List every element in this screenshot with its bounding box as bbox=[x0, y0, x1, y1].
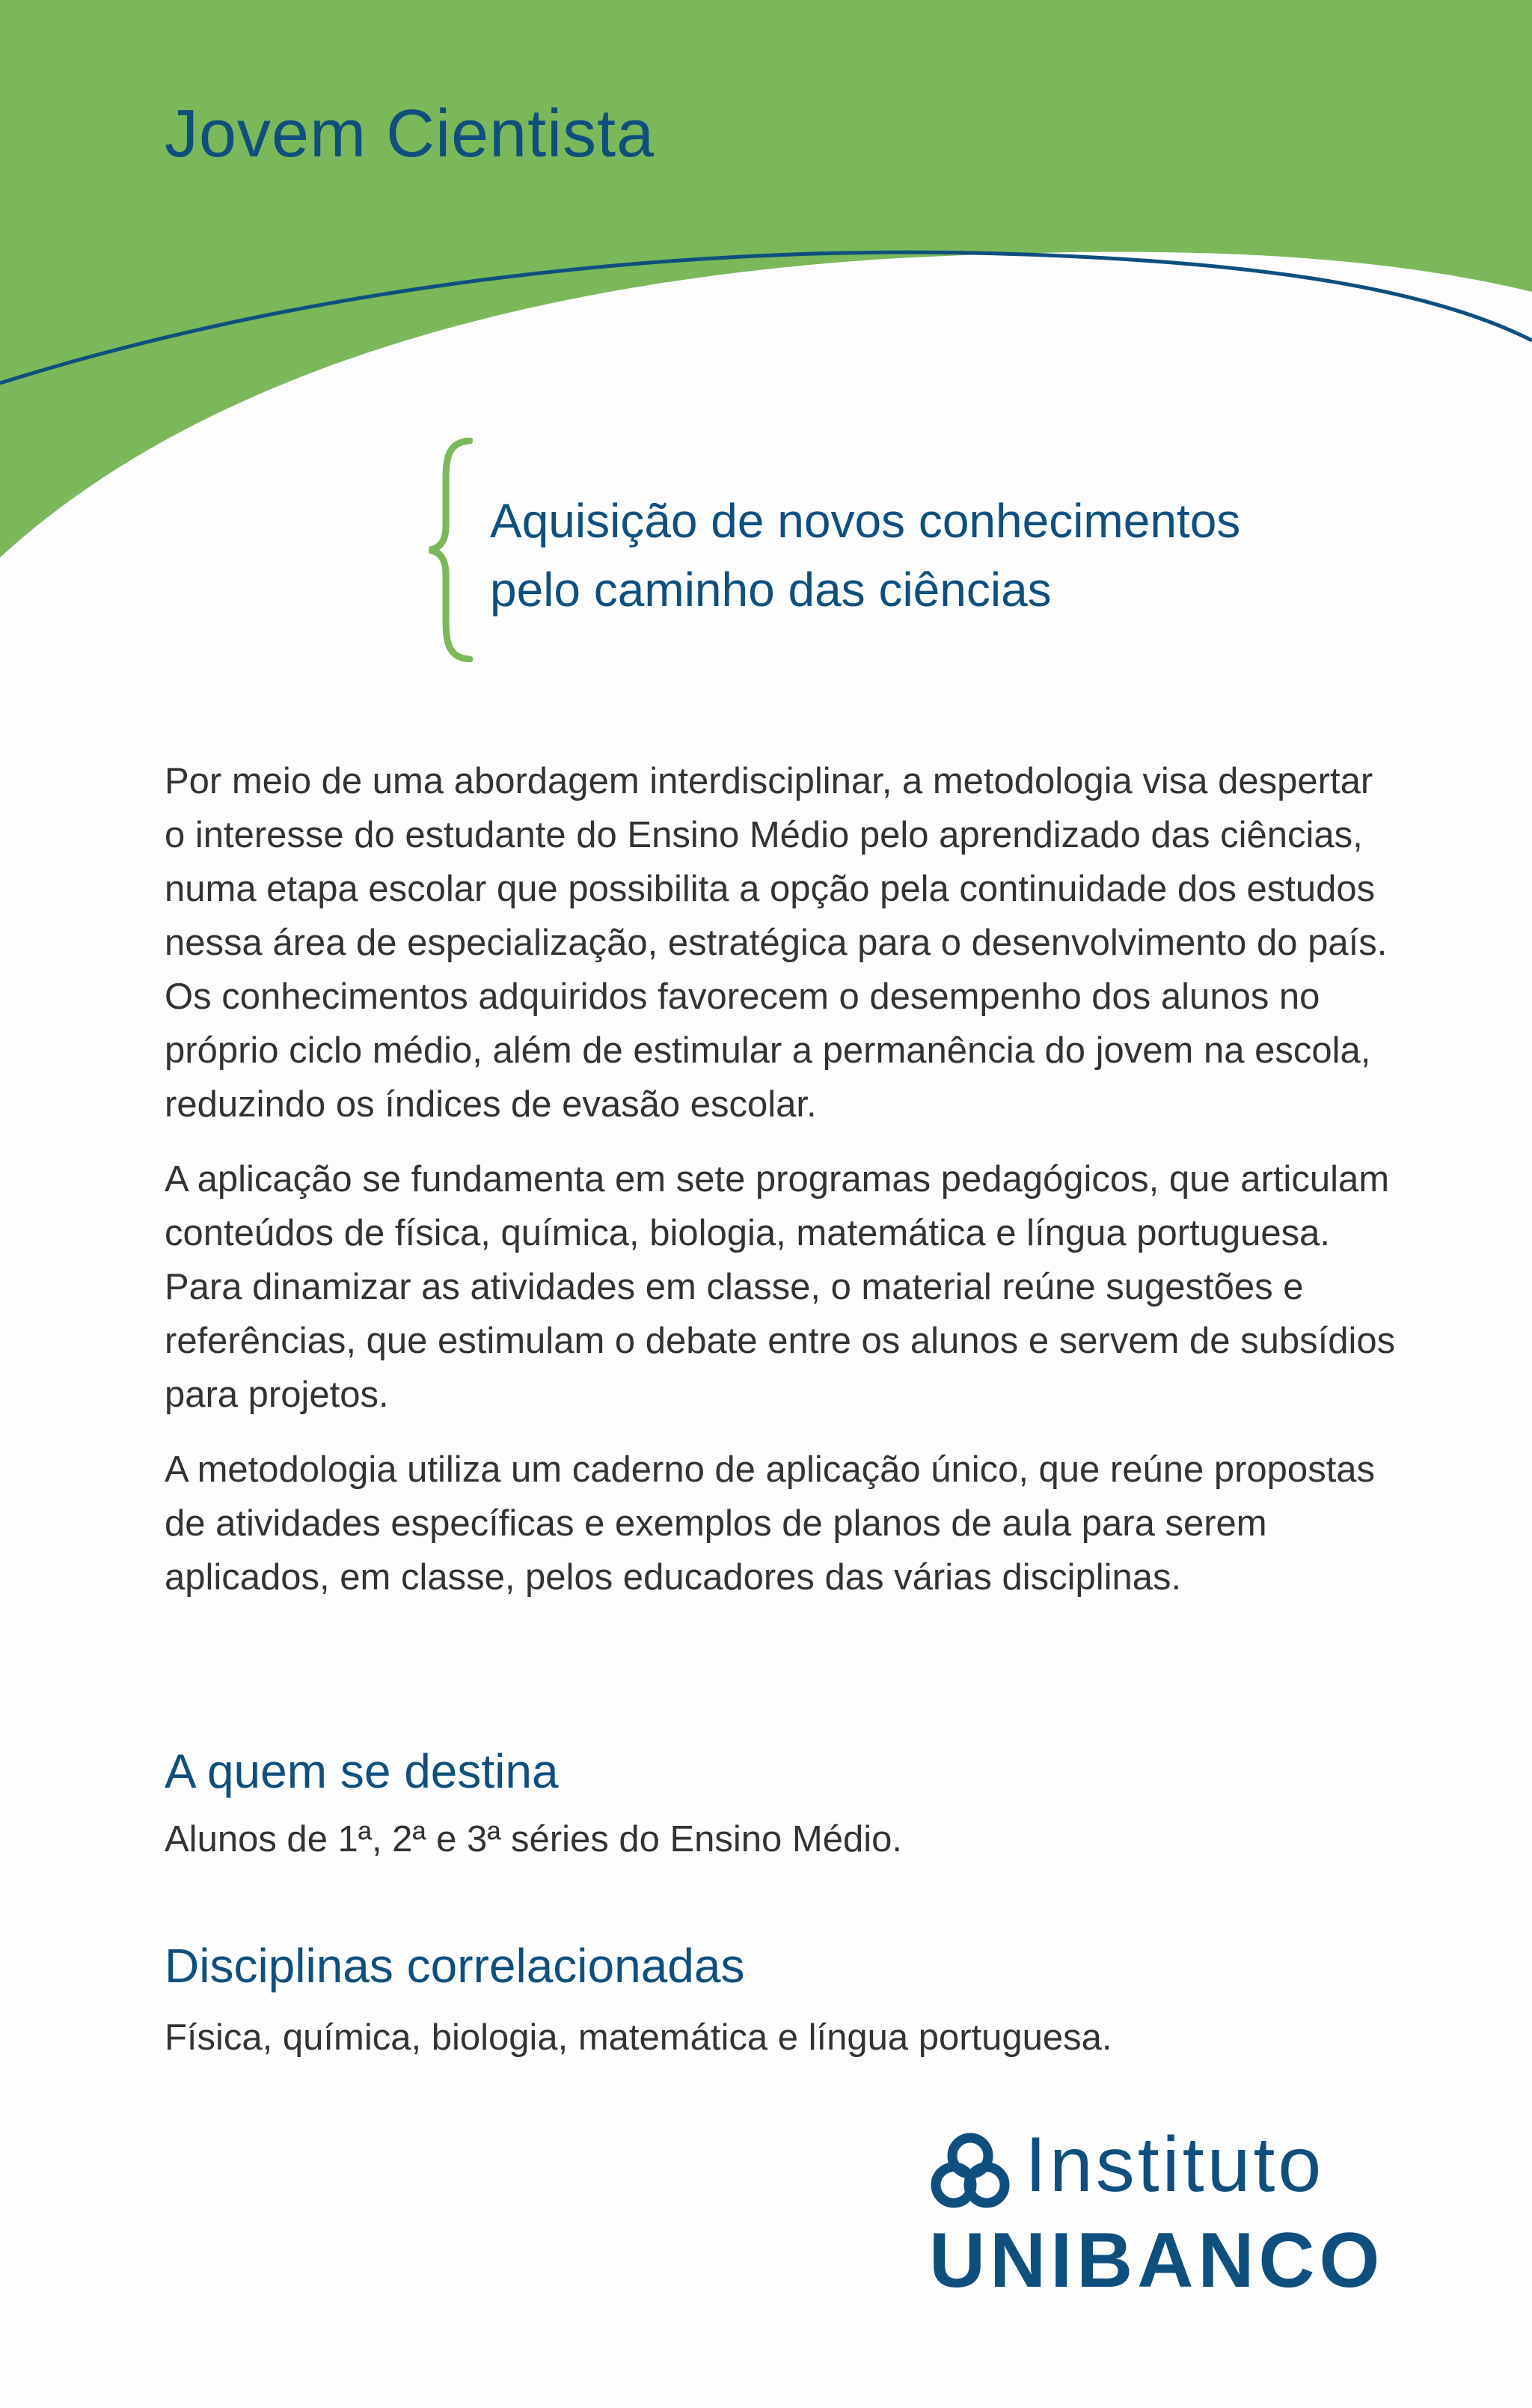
paragraph-2: A aplicação se fundamenta em sete programas pedagógicos, que articulam conteúdos de física, química, biologia, matemática e língua portuguesa. Para dinamizar as atividades em classe, o material reúne sugestões e referências, que estimulam o debate entre os alunos e servem de subsídios para projetos. bbox=[165, 1159, 1396, 1415]
subtitle-line-2: pelo caminho das ciências bbox=[490, 563, 1052, 617]
disciplines-text: Física, química, biologia, matemática e língua portuguesa. bbox=[165, 2017, 1112, 2058]
paragraph-3: A metodologia utiliza um caderno de aplicação único, que reúne propostas de atividades específicas e exemplos de planos de aula para serem aplicados, em classe, pelos educadores das várias disciplinas. bbox=[165, 1449, 1376, 1598]
subtitle bbox=[490, 486, 1462, 624]
header-green-wave bbox=[0, 0, 1532, 569]
audience-heading: A quem se destina bbox=[165, 1744, 559, 1798]
logo-text-instituto: Instituto bbox=[1025, 2121, 1325, 2208]
audience-text: Alunos de 1ª, 2ª e 3ª séries do Ensino Médio. bbox=[165, 1819, 902, 1860]
disciplines-heading: Disciplinas correlacionadas bbox=[165, 1939, 745, 1993]
body-text bbox=[165, 754, 1399, 1625]
instituto-unibanco-knot-icon bbox=[929, 2131, 1011, 2213]
curly-brace-icon bbox=[426, 438, 473, 662]
subtitle-line-1: Aquisição de novos conhecimentos bbox=[490, 494, 1241, 548]
instituto-unibanco-logo bbox=[929, 2121, 1385, 2304]
paragraph-1: Por meio de uma abordagem interdisciplinar, a metodologia visa despertar o interesse do estudante do Ensino Médio pelo aprendizado das ciências, numa etapa escolar que possibilita a opção pela continuidade dos estudos nessa área de especialização, estratégica para o desenvolvimento do país. Os conhecimentos adquiridos favorecem o desempenho dos alunos no próprio ciclo médio, além de estimular a permanência do jovem na escola, reduzindo os índices de evasão escolar. bbox=[165, 761, 1388, 1125]
page-title: Jovem Cientista bbox=[165, 97, 655, 171]
logo-text-unibanco: UNIBANCO bbox=[929, 2217, 1385, 2304]
